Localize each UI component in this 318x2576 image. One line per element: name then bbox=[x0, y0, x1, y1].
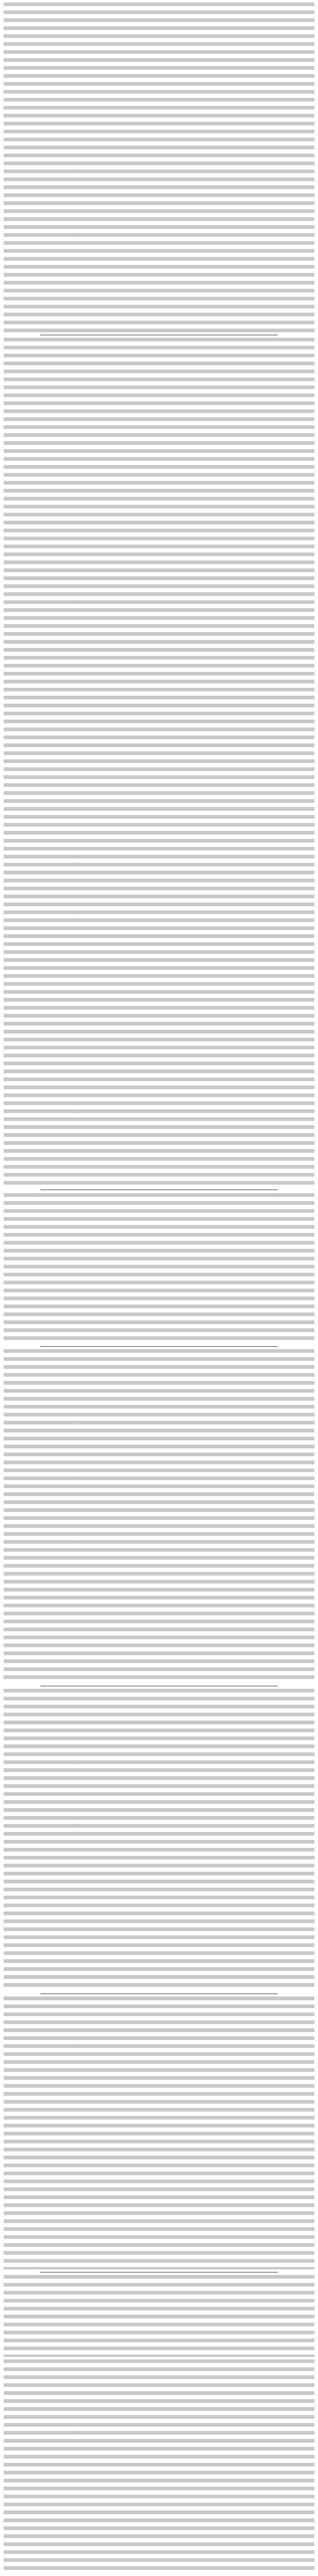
article-paragraph bbox=[4, 338, 314, 1187]
illegible-text-lines bbox=[4, 1997, 314, 2269]
article-paragraph bbox=[4, 2, 314, 333]
section-divider bbox=[40, 1993, 278, 1994]
section-divider bbox=[40, 1346, 278, 1347]
newspaper-column bbox=[4, 2, 314, 2574]
illegible-text-lines bbox=[4, 2359, 314, 2571]
article-paragraph bbox=[4, 2275, 314, 2357]
article-paragraph bbox=[4, 1997, 314, 2269]
section-divider bbox=[40, 2272, 278, 2273]
illegible-text-lines bbox=[4, 1689, 314, 1991]
illegible-text-lines bbox=[4, 2, 314, 333]
article-paragraph bbox=[4, 1193, 314, 1344]
article-paragraph bbox=[4, 2359, 314, 2571]
article-paragraph bbox=[4, 1349, 314, 1683]
article-paragraph bbox=[4, 1689, 314, 1991]
section-divider bbox=[40, 1189, 278, 1190]
illegible-text-lines bbox=[4, 338, 314, 1187]
illegible-text-lines bbox=[4, 2275, 314, 2357]
illegible-text-lines bbox=[4, 1193, 314, 1344]
illegible-text-lines bbox=[4, 1349, 314, 1683]
